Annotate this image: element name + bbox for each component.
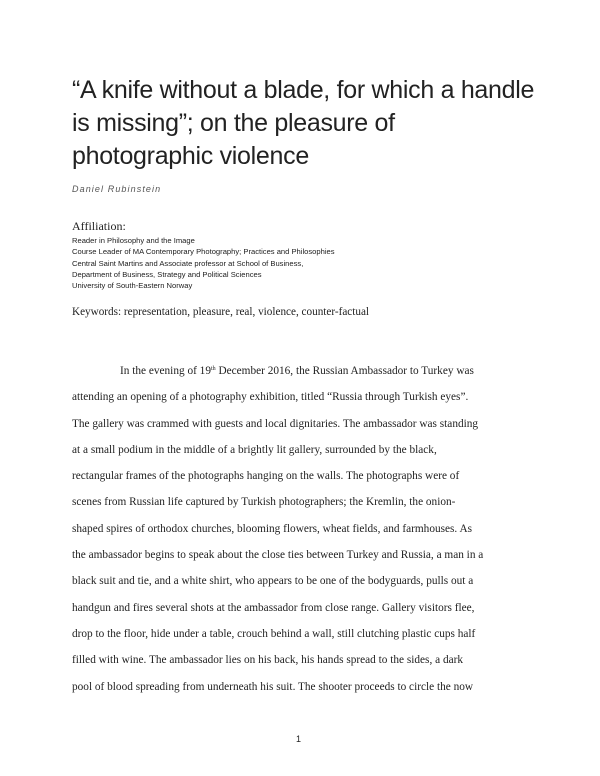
body-line: black suit and tie, and a white shirt, who appears to be one of the bodyguards, pulls out a — [72, 575, 474, 588]
affiliation-line: University of South-Eastern Norway — [72, 281, 193, 291]
body-text-post: December 2016, the Russian Ambassador to Turkey was — [215, 365, 474, 377]
body-line: handgun and fires several shots at the ambassador from close range. Gallery visitors flee, — [72, 601, 475, 614]
body-line: pool of blood spreading from underneath his suit. The shooter proceeds to circle the now — [72, 680, 474, 693]
body-line: filled with wine. The ambassador lies on his back, his hands spread to the sides, a dark — [72, 654, 464, 667]
title-line: “A knife without a blade, for which a handle — [72, 76, 535, 104]
body-line: The gallery was crammed with guests and local dignitaries. The ambassador was standing — [72, 417, 479, 430]
affiliation-heading: Affiliation: — [72, 219, 126, 233]
affiliation-block — [72, 235, 335, 291]
keywords-line: Keywords: representation, pleasure, real, violence, counter-factual — [72, 306, 370, 318]
body-text-pre: In the evening of 19 — [120, 365, 211, 377]
body-line: attending an opening of a photography exhibition, titled “Russia through Turkish eyes”. — [72, 391, 469, 404]
paper-title — [72, 74, 572, 173]
body-line: at a small podium in the middle of a brightly lit gallery, surrounded by the black, — [72, 443, 437, 456]
body-line: shaped spires of orthodox churches, blooming flowers, wheat fields, and farmhouses. As — [72, 522, 473, 535]
title-line: is missing”; on the pleasure of — [72, 109, 395, 137]
body-line: drop to the floor, hide under a table, crouch behind a wall, still clutching plastic cups half — [72, 627, 476, 640]
affiliation-line: Course Leader of MA Contemporary Photography; Practices and Philosophies — [72, 247, 335, 257]
title-line: photographic violence — [72, 142, 309, 170]
author-name: Daniel Rubinstein — [72, 184, 162, 194]
affiliation-line: Reader in Philosophy and the Image — [72, 236, 195, 245]
affiliation-line: Central Saint Martins and Associate professor at School of Business, — [72, 258, 304, 268]
body-line-first — [72, 356, 532, 384]
body-line: rectangular frames of the photographs hanging on the walls. The photographs were of — [72, 470, 460, 483]
body-paragraph — [72, 356, 532, 700]
page-number: 1 — [296, 734, 302, 744]
affiliation-line: Department of Business, Strategy and Political Sciences — [72, 269, 262, 279]
body-text-sup: th — [210, 366, 216, 372]
body-line: the ambassador begins to speak about the close ties between Turkey and Russia, a man in a — [72, 549, 484, 562]
body-line: scenes from Russian life captured by Turkish photographers; the Kremlin, the onion- — [72, 496, 456, 509]
